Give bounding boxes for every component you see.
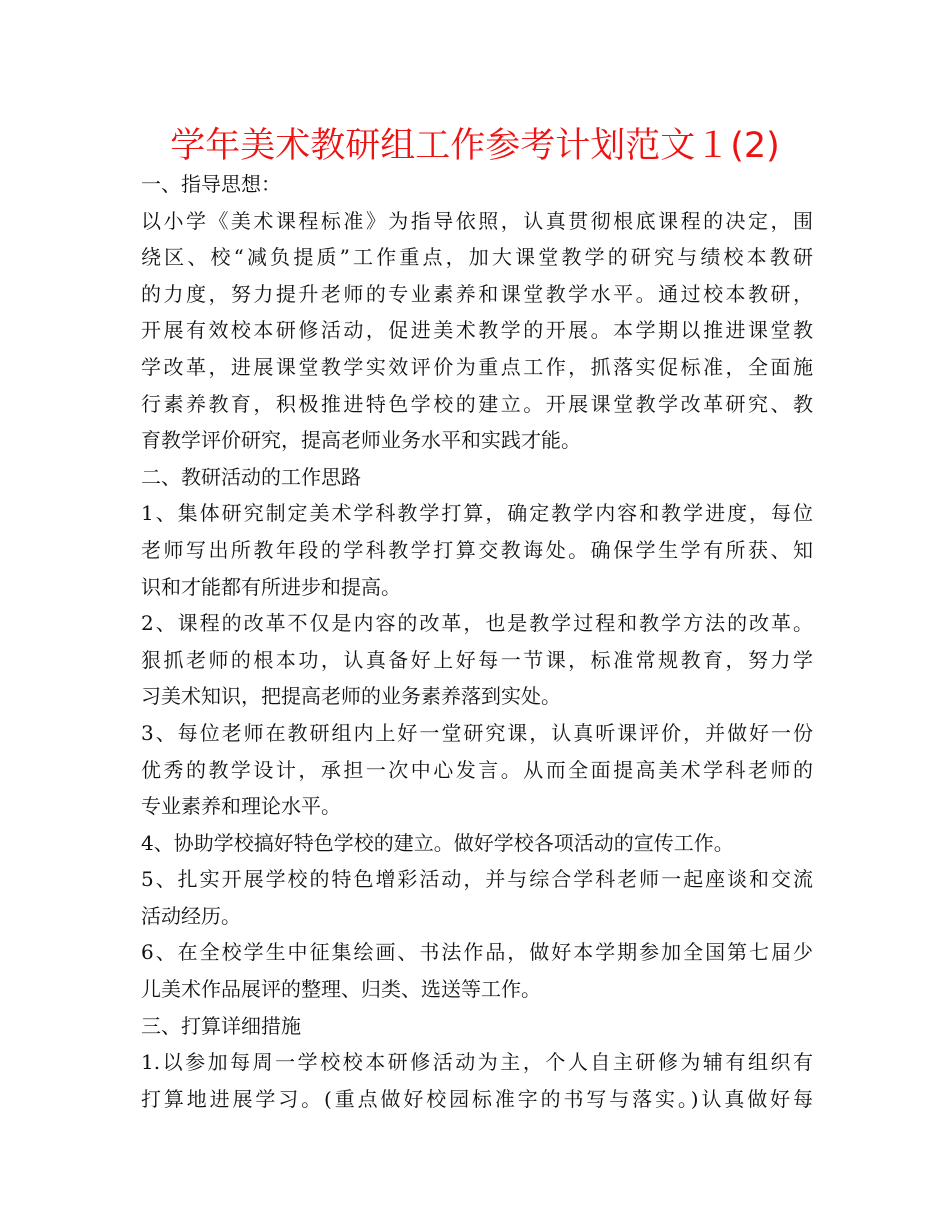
document-body xyxy=(141,166,813,1117)
body-line: 儿美术作品展评的整理、归类、选送等工作。 xyxy=(141,977,541,1002)
body-line: 绕区、校“减负提质”工作重点，加大课堂教学的研究与绩校本教研 xyxy=(141,245,813,270)
body-line: 的力度，努力提升老师的专业素养和课堂教学水平。通过校本教研， xyxy=(141,281,813,306)
body-line: 狠抓老师的根本功，认真备好上好每一节课，标准常规教育，努力学 xyxy=(141,647,813,672)
body-line: 活动经历。 xyxy=(141,903,241,928)
body-line: 识和才能都有所进步和提高。 xyxy=(141,574,401,599)
body-line: 1.以参加每周一学校校本研修活动为主，个人自主研修为辅有组织有 xyxy=(141,1050,813,1075)
body-line: 开展有效校本研修活动，促进美术教学的开展。本学期以推进课堂教 xyxy=(141,318,813,343)
body-line: 优秀的教学设计，承担一次中心发言。从而全面提高美术学科老师的 xyxy=(141,757,813,782)
document-title: 学年美术教研组工作参考计划范文１(2) xyxy=(170,126,780,166)
body-line: 5、扎实开展学校的特色增彩活动，并与综合学科老师一起座谈和交流 xyxy=(141,867,813,892)
body-line: 学改革，进展课堂教学实效评价为重点工作，抓落实促标准，全面施 xyxy=(141,354,813,379)
body-line: 专业素养和理论水平。 xyxy=(141,794,341,819)
body-line: 6、在全校学生中征集绘画、书法作品，做好本学期参加全国第七届少 xyxy=(141,940,813,965)
body-line: 行素养教育，积极推进特色学校的建立。开展课堂教学改革研究、教 xyxy=(141,391,813,416)
body-line: 三、打算详细措施 xyxy=(141,1013,301,1038)
body-line: 二、教研活动的工作思路 xyxy=(141,464,361,489)
body-line: 习美术知识，把提高老师的业务素养落到实处。 xyxy=(141,684,561,709)
body-line: 4、协助学校搞好特色学校的建立。做好学校各项活动的宣传工作。 xyxy=(141,830,734,855)
body-line: 一、指导思想： xyxy=(141,172,281,196)
body-line: 2、课程的改革不仅是内容的改革，也是教学过程和教学方法的改革。 xyxy=(141,611,813,636)
body-line: 以小学《美术课程标准》为指导依照，认真贯彻根底课程的决定，围 xyxy=(141,208,813,233)
body-line: 育教学评价研究，提高老师业务水平和实践才能。 xyxy=(141,428,581,453)
body-line: 3、每位老师在教研组内上好一堂研究课，认真听课评价，并做好一份 xyxy=(141,720,813,745)
body-line: 1、集体研究制定美术学科教学打算，确定教学内容和教学进度，每位 xyxy=(141,501,813,526)
body-line: 打算地进展学习。(重点做好校园标准字的书写与落实。)认真做好每 xyxy=(141,1086,813,1111)
body-line: 老师写出所教年段的学科教学打算交教诲处。确保学生学有所获、知 xyxy=(141,537,813,562)
